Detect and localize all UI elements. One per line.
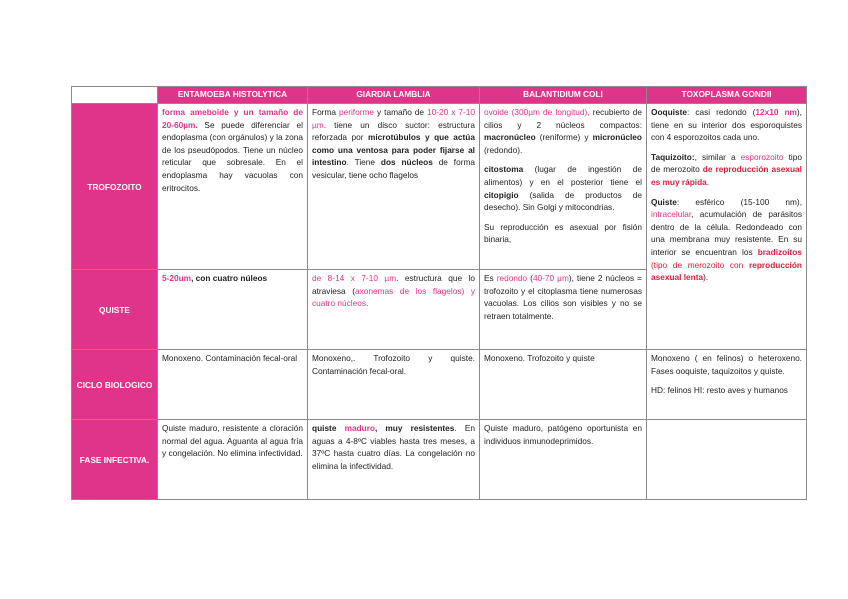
cell-quiste-entamoeba xyxy=(158,270,308,350)
paragraph xyxy=(651,106,802,144)
text-run: (lugar de ingestión de alimentos) y en el posterior tiene el xyxy=(484,164,642,187)
text-highlight: 10-20 x 7-10 µm xyxy=(312,107,475,130)
text-run: ( xyxy=(527,273,533,283)
paragraph xyxy=(484,221,642,246)
text-run: . Tiene xyxy=(346,157,381,168)
row-trofozoito xyxy=(72,104,807,270)
text-highlight: intracelular xyxy=(651,209,692,220)
text-bold: dos núcleos xyxy=(380,157,433,168)
text-highlight: periforme xyxy=(338,107,375,117)
text-run: Es xyxy=(484,273,497,283)
text-run: . estructura que lo atraviesa ( xyxy=(312,273,475,296)
row-ciclo xyxy=(72,350,807,420)
text-run: : casi redondo ( xyxy=(686,107,756,117)
row-header-fase: FASE INFECTIVA. xyxy=(72,420,158,500)
cell-ciclo-entamoeba: Monoxeno. Contaminación fecal-oral xyxy=(158,350,308,420)
corner-cell xyxy=(72,87,158,104)
col-header-entamoeba: ENTAMOEBA HISTOLYTICA xyxy=(158,87,308,104)
text-red: reproducción asexual lenta xyxy=(651,259,802,283)
cell-trofozoito-giardia xyxy=(308,104,480,270)
text-red: (tipo de merozoito con xyxy=(651,259,749,270)
cell-ciclo-toxoplasma xyxy=(647,350,807,420)
text-bold: , muy resistentes xyxy=(375,423,455,433)
col-header-giardia: GIARDIA LAMBLIA xyxy=(308,87,480,104)
text-red: de reproducción asexual es muy rápida xyxy=(651,164,802,187)
cell-fase-giardia xyxy=(308,420,480,500)
cell-quiste-balantidium xyxy=(480,270,647,350)
cell-trofozoito-balantidium xyxy=(480,104,647,270)
paragraph xyxy=(651,151,802,189)
text-bold: , con cuatro núleos xyxy=(191,273,268,283)
paragraph: HD: felinos HI: resto aves y humanos xyxy=(651,385,788,396)
col-header-balantidium: BALANTIDIUM COLI xyxy=(480,87,647,104)
text-run: (reniforme) y xyxy=(535,132,593,143)
text-run: Su reproducción es asexual por fisión binaria, xyxy=(484,221,642,245)
text-highlight: 12x10 nm xyxy=(755,107,797,117)
text-run: ). xyxy=(703,272,709,283)
cell-fase-entamoeba: Quiste maduro, resistente a cloración normal del agua. Aguanta al agua fría y congelación. No elimina infectividad. xyxy=(158,420,308,500)
text-highlight: maduro xyxy=(344,423,375,433)
text-bold: Quiste xyxy=(651,196,677,207)
text-run: (salida de productos de desecho). Sin Golgi y mitocondrias. xyxy=(484,189,642,213)
text-highlight: axonemas de los flagelos) y cuatro núcleos xyxy=(312,285,475,309)
text-red: bradizoitos xyxy=(757,246,802,257)
paragraph: Monoxeno ( en felinos) o heteroxeno. Fases ooquiste, taquizoitos y quiste. xyxy=(651,353,802,376)
cell-quiste-giardia xyxy=(308,270,480,350)
text-bold: Ooquiste xyxy=(651,107,687,117)
text-bold: Taquizoito: xyxy=(651,151,695,162)
text-run: de forma vesicular, tiene ocho flagelos xyxy=(312,157,475,180)
text-highlight: de 8-14 x 7-10 µm xyxy=(312,273,397,283)
cell-trofozoito-entamoeba xyxy=(158,104,308,270)
text-run: . xyxy=(706,176,710,187)
cell-ciclo-balantidium: Monoxeno. Trofozoito y quiste xyxy=(480,350,647,420)
text-run: , similar a xyxy=(694,151,741,162)
header-row xyxy=(72,87,807,104)
text-highlight: esporozoito xyxy=(740,151,784,162)
text-highlight: 40-70 µm xyxy=(532,273,569,283)
text-bold: microtúbulos y que actúa como una ventosa para poder fijarse al intestino xyxy=(312,132,475,168)
text-run: . xyxy=(365,298,369,309)
text-run: Forma xyxy=(312,107,339,117)
text-run: : esférico (15-100 nm), xyxy=(676,196,802,207)
cell-trofozoito-quiste-toxoplasma xyxy=(647,104,807,350)
text-run: Se puede diferenciar el endoplasma (con orgánulos) y la zona de los pseudópodos. Tiene un núcleo reticular que sobresale. En el endoplasma hay vacuolas con eritrocitos. xyxy=(162,119,303,193)
row-fase xyxy=(72,420,807,500)
text-run: y tamaño de xyxy=(374,107,428,117)
text-run: ), tiene 2 núcleos = trofozoito y el citoplasma tiene numerosas vacuolas. Los cilios son visibles y no se retraen totalmente. xyxy=(484,273,643,321)
row-header-ciclo: CICLO BIOLOGICO xyxy=(72,350,158,420)
text-bold: micronúcleo xyxy=(592,132,642,143)
row-header-trofozoito: TROFOZOITO xyxy=(72,104,158,270)
text-highlight: ovoide (300µm de longitud), xyxy=(484,107,590,117)
cell-fase-toxoplasma xyxy=(647,420,807,500)
paragraph xyxy=(484,163,642,213)
cell-fase-balantidium: Quiste maduro, patógeno oportunista en individuos inmunodeprimidos. xyxy=(480,420,647,500)
text-run: recubierto de cilios y 2 núcleos compactos: xyxy=(484,107,643,130)
text-highlight: redondo xyxy=(496,273,528,283)
text-run: ), tiene en su interior dos esporoquistes con 4 esporozoitos cada uno. xyxy=(651,107,802,143)
text-bold: citopigio xyxy=(484,189,519,200)
col-header-toxoplasma: TOXOPLASMA GONDII xyxy=(647,87,807,104)
text-run: , acumulación de parásitos dentro de la célula. Redondeado con una membrana muy resistente. En su interior se encuentran los xyxy=(651,209,802,257)
text-highlight: forma ameboide y un tamaño de 20-60µm. xyxy=(162,107,303,130)
text-run: . tiene un disco suctor: estructura reforzada por xyxy=(312,119,475,143)
paragraph xyxy=(651,196,802,284)
cell-ciclo-giardia: Monoxeno,. Trofozoito y quiste. Contaminación fecal-oral. xyxy=(308,350,480,420)
parasite-comparison-table xyxy=(71,86,807,500)
text-bold: macronúcleo xyxy=(484,132,536,143)
paragraph xyxy=(484,106,642,156)
text-bold: quiste xyxy=(312,423,345,433)
text-run: tipo de merozoito xyxy=(651,151,802,175)
text-bold: citostoma xyxy=(484,164,524,175)
row-header-quiste: QUISTE xyxy=(72,270,158,350)
text-highlight: 5-20um xyxy=(162,273,192,283)
text-run: . En aguas a 4-8ºC viables hasta tres meses, a 37ºC hasta cuatro días. La congelación no elimina la infectividad. xyxy=(312,423,475,471)
text-run: (redondo). xyxy=(484,144,523,155)
